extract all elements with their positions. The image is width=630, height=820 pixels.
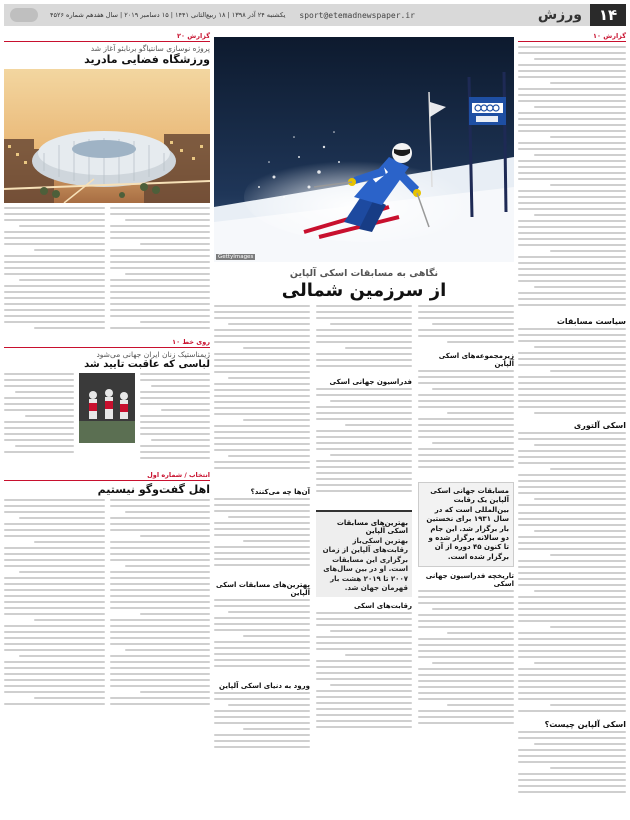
story1-title: ورزشگاه فضایی مادرید [84, 53, 210, 66]
story1-body [4, 207, 210, 335]
issue-date-line: یکشنبه ۲۴ آذر ۱۳۹۸ | ۱۸ ربیع‌الثانی ۱۴۴۱ | ۱۵ دسامبر ۲۰۱۹ | سال هفدهم شماره ۴۵۲۶ [50, 11, 286, 19]
stadium-illustration [4, 69, 210, 203]
story2-title: لباسی که عاقبت تایید شد [84, 359, 210, 370]
story1-kicker: پروژه نوسازی سانتیاگو برنابئو آغاز شد [90, 44, 210, 53]
best-skiers-box [316, 510, 412, 598]
story1-tag: گزارش ۲۰ [4, 32, 210, 42]
story2-kicker: ژیمناستیک زنان ایران جهانی می‌شود [96, 350, 210, 359]
skier-illustration [214, 37, 514, 262]
pull-quote-box [418, 482, 514, 568]
story2-tag: روی خط ۱۰ [4, 338, 210, 348]
newspaper-logo-icon [10, 8, 38, 22]
photo-credit: GettyImages [218, 254, 254, 260]
article-col-a [418, 305, 514, 775]
right-subhead-3: اسکی آلپاین چیست؟ [544, 720, 626, 729]
gymnastics-photo [79, 373, 135, 443]
section-email: sport@etemadnewspaper.ir [299, 10, 415, 20]
right-column-text-5 [518, 731, 626, 801]
stadium-photo [4, 69, 210, 203]
right-column-text-3 [518, 432, 626, 512]
skier-photo [214, 37, 514, 262]
story3-title: اهل گفت‌وگو نیستیم [97, 483, 210, 496]
left-column [4, 30, 210, 816]
article-subhead-1: زیرمجموعه‌های اسکی آلپاین [438, 351, 514, 368]
article-col-c [214, 305, 310, 775]
article-body [214, 305, 514, 775]
right-column-text-4 [518, 512, 626, 717]
main-article [214, 30, 514, 816]
right-column-text-2 [518, 328, 626, 418]
article-subhead-3: رقابت‌های اسکی [353, 602, 412, 611]
right-subhead-1: سیاست مسابقات [556, 317, 626, 326]
story3-tag: انتخاب / شماره اول [4, 471, 210, 481]
story2-body [4, 373, 210, 468]
page-number: ۱۴ [590, 4, 626, 26]
article-subhead-2: فدراسیون جهانی اسکی [329, 377, 412, 386]
story3-body [4, 499, 210, 714]
right-column-intro-text [518, 46, 626, 314]
article-subhead-7: ورود به دنیای اسکی آلپاین [219, 681, 310, 690]
best-skiers-box-title: بهترین‌های مسابقات اسکی آلپاین [336, 518, 408, 535]
article-subhead-4: آن‌ها چه می‌کنند؟ [250, 487, 310, 496]
right-subhead-2: اسکی آلتوری [573, 421, 626, 430]
pull-quote-text: مسابقات جهانی اسکی آلپاین یک رقابت بین‌المللی است که در سال ۱۹۳۱ برای نخستین بار برگزار شد. این جام دو سالانه برگزار شده و تا کنون ۴۵ دوره از آن برگزار شده است. [426, 486, 509, 561]
gymnast-illustration [79, 373, 135, 443]
section-title: ورزش [537, 7, 582, 23]
article-title: از سرزمین شمالی [281, 280, 447, 301]
article-subtitle: نگاهی به مسابقات اسکی آلپاین [289, 268, 439, 279]
article-col-b [316, 305, 412, 775]
article-subhead-5: بهترین‌های مسابقات اسکی آلپاین [215, 580, 310, 597]
best-skiers-box-text: بهترین اسکی‌باز رقابت‌های آلپاین از زمان برگزاری این مسابقات است. او در بین سال‌های ۲۰۰۷ تا ۲۰۱۹ هشت بار قهرمان جهان شد. [322, 536, 408, 592]
article-subhead-6: تاریخچه فدراسیون جهانی اسکی [425, 572, 514, 589]
right-column-tag: گزارش ۱۰ [518, 32, 626, 42]
masthead [4, 4, 626, 26]
right-column [518, 30, 626, 816]
